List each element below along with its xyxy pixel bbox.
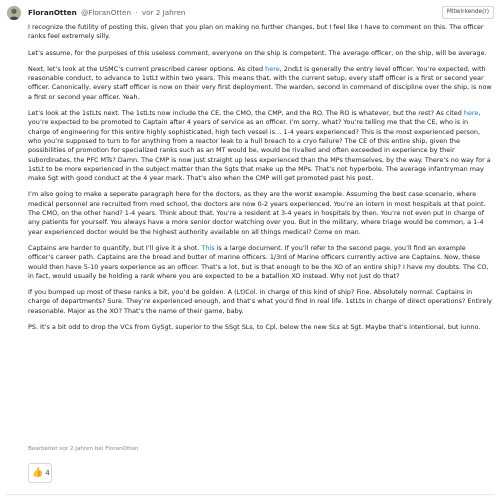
paragraph-text: I recognize the futility of posting this, given that you plan on making no further changes, but I feel like I have to comment on this. The officer ranks feel extremely silly. [28, 23, 484, 41]
post-paragraph [28, 190, 492, 236]
post-body [28, 23, 492, 339]
user-handle[interactable]: @FloranOtten [81, 8, 131, 17]
paragraph-text: Next, let’s look at the USMC’s current prescribed career options. As cited [28, 64, 266, 73]
like-reaction-button[interactable] [28, 463, 52, 483]
user-avatar[interactable] [7, 6, 21, 20]
post-divider [6, 494, 494, 495]
thumbs-up-icon: 👍 [32, 467, 44, 478]
inline-link[interactable]: here [265, 64, 280, 73]
edited-note[interactable]: Bearbeitet vor 2 Jahren bei FloranOtten [28, 446, 139, 452]
paragraph-text: is a large document. If you’ll refer to the second page, you’ll find an example officer’s career path. Captains are the bread and butter of marine officers. 1/3rd of Marine officers currently active are Captains. Now, these would then have 5-10 years experience as an officer. That’s a lot, but is that enough to be the XO of an entire ship? I have my doubts. The CO, in fact, would usually be holding a rank where you are expected to be a batallion XO instead. Why not just do that? [28, 243, 489, 280]
post-paragraph [28, 244, 492, 281]
contributor-badge: Mitwirkende(r) [442, 6, 494, 19]
inline-link[interactable]: here [463, 109, 479, 118]
like-count: 4 [45, 469, 50, 477]
avatar-image [7, 6, 21, 20]
inline-link[interactable]: This [201, 243, 215, 252]
paragraph-text: Let’s assume, for the purposes of this useless comment, everyone on the ship is competent. The average officer, on the ship, will be average. [28, 48, 487, 57]
post-paragraph [28, 65, 492, 102]
post-header [28, 6, 186, 20]
paragraph-text: I’m also going to make a seperate paragraph here for the doctors, as they are the worst example. Assuming the best case scenario, where medical personnel are recruited from med school, the doctors are now 0-2 years experienced. You’re an intern in most hospitals at that point. The CMO, on the other hand? 1-4 years. Think about that. You’re a resident at 3-4 years in hospitals by then. You’re not even put in charge of any patients for yourself. You always have a more senior doctor watching over you. But in the military, where triage would be common, a 1-4 year experienced doctor would be the highest authority available on all things medical? Come on man. [28, 190, 486, 236]
post-paragraph [28, 323, 492, 332]
post-paragraph [28, 109, 492, 183]
paragraph-text: PS. It’s a bit odd to drop the VCs from GySgt, superior to the SSgt SLs, to Cpl, below the new SLs at Sgt. Maybe that’s intentional, but iunno. [28, 323, 481, 332]
post-paragraph [28, 23, 492, 42]
paragraph-text: If you bumped up most of these ranks a bit, you’d be golden. A (Lt)Col. in charge of this kind of ship? Fine. Absolutely normal. Captains in charge of departments? Sure. They’re experienced enough, and that’s what you’d find in real life. 1stLts in charge of direct operations? Entirely reasonable. Major as the XO? That’s the name of their game, baby. [28, 288, 492, 315]
paragraph-text: , 2ndLt is generally the entry level officer. You’re expected, with reasonable conduct, to advance to 1stLt within two years. This means that, with the current setup, every staff officer is a first or second year officer. Canonically, every staff officer is now on their very first deployment. The warden, second in command of discipline over the ship, is now a first or second year officer. Yeah. [28, 64, 492, 101]
post-timestamp[interactable]: vor 2 Jahren [141, 8, 186, 17]
paragraph-text: Captains are harder to quantify, but I’ll give it a shot. [28, 243, 202, 252]
paragraph-text: , you’re expected to be promoted to Captain after 4 years of service as an officer. I’m sorry, what? You’re telling me that the CE, who is in charge of engineering for this entire highly sophisticated, high tech vessel is… 1-4 years experienced? This is the most experienced person, who you’re supposed to turn to for anything from a reactor leak to a hull breach to a cryo failure? The CE of this entire ship, given the possibilities of promotion for specialized ranks such as an MT would be, would be rivalled and often exceeded in experience by their subordinates, the PFC MTs? Damn. The CMP is now just straight up less experienced than the MPs themselves, by the way. There’s no way for a 1stLt to be more experienced in the subject matter than the Sgts that make up the MPs. That’s not hyperbole. The average infantryman may make Sgt with good conduct at the 4 year mark. That’s also when the CMP will get promoted past his post. [28, 109, 491, 183]
paragraph-text: Let’s look at the 1stLts next. The 1stLts now include the CE, the CMO, the CMP, and the RO. The RO is whatever, but the rest? As cited [28, 109, 464, 118]
post-paragraph [28, 288, 492, 316]
meta-separator: · [135, 8, 138, 17]
post-paragraph [28, 49, 492, 58]
username-link[interactable]: FloranOtten [28, 8, 77, 17]
